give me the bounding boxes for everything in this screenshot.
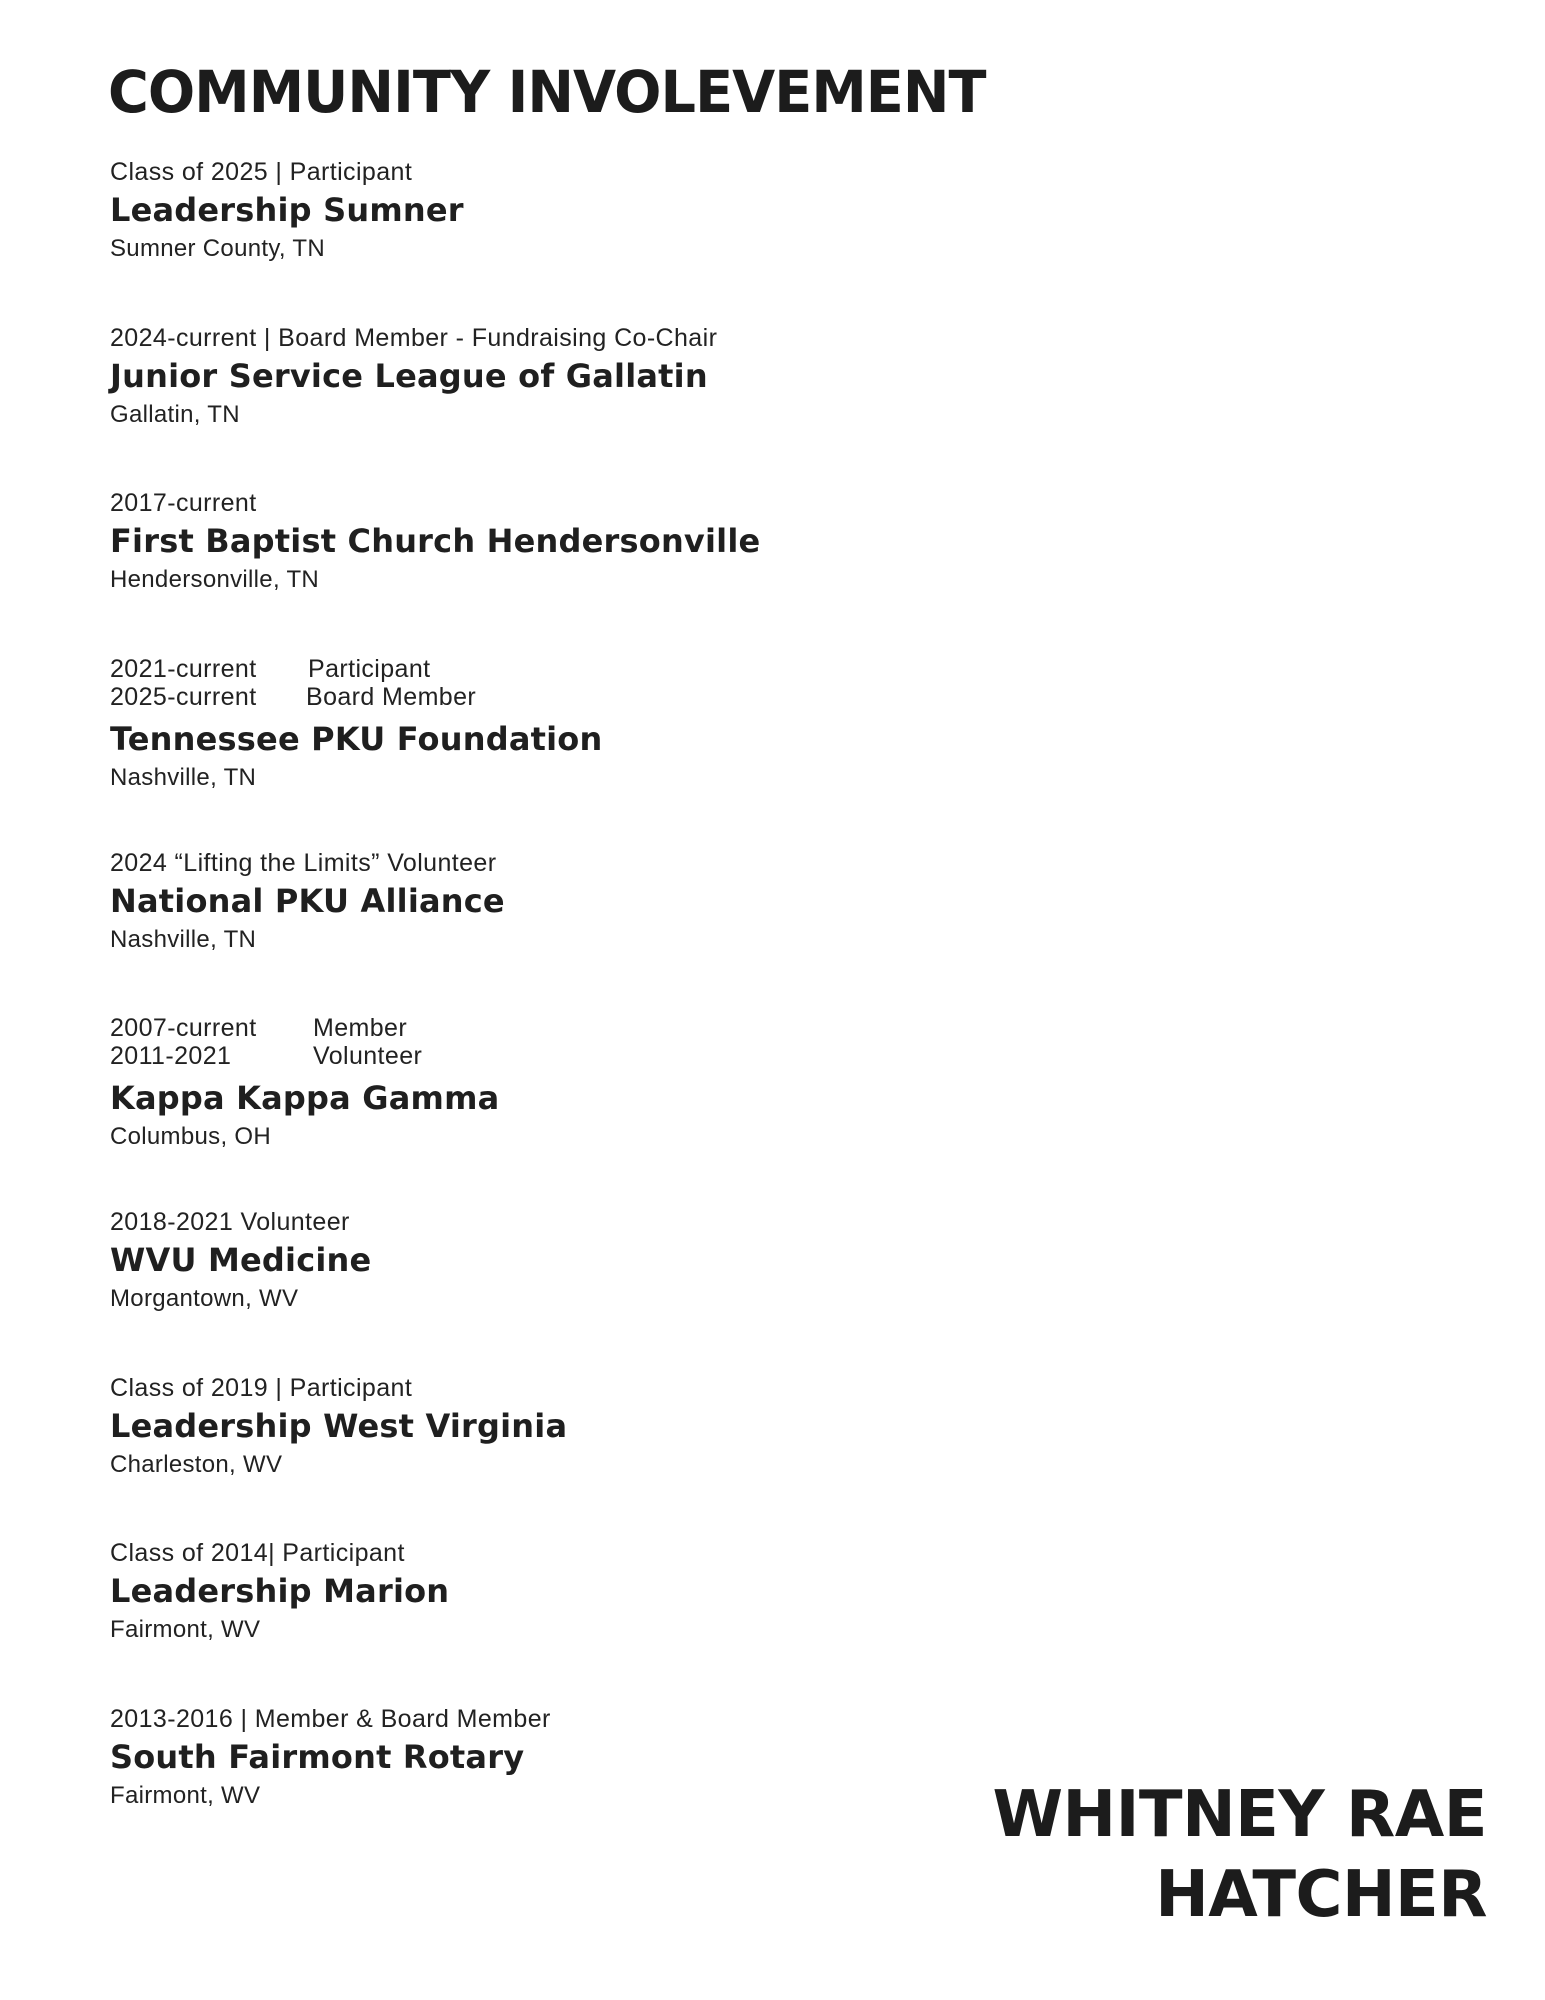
- entry-meta: Class of 2025 | Participant: [110, 158, 413, 186]
- entry-meta: 2024 “Lifting the Limits” Volunteer: [110, 848, 497, 877]
- entry-location: Fairmont, WV: [110, 1781, 261, 1809]
- entry-meta: 2013-2016 | Member & Board Member: [110, 1704, 551, 1733]
- role-title: Board Member: [306, 682, 477, 711]
- role-title: Volunteer: [313, 1042, 423, 1070]
- involvement-list: [110, 158, 1010, 1870]
- entry-organization: Junior Service League of Gallatin: [110, 356, 708, 395]
- person-name: [992, 1775, 1487, 1935]
- entry-location: Morgantown, WV: [110, 1285, 299, 1312]
- role-period: 2011-2021: [110, 1042, 232, 1070]
- involvement-entry: [110, 324, 1010, 490]
- entry-organization: Kappa Kappa Gamma: [110, 1079, 500, 1117]
- involvement-entry: [110, 489, 1010, 655]
- entry-meta: 2017-current: [110, 489, 257, 517]
- entry-location: Sumner County, TN: [110, 235, 325, 262]
- entry-organization: First Baptist Church Hendersonville: [110, 522, 761, 560]
- involvement-entry: [110, 1374, 1010, 1540]
- entry-organization: Leadership Marion: [110, 1572, 450, 1610]
- page-title: COMMUNITY INVOLEVEMENT: [108, 58, 986, 126]
- entry-location: Hendersonville, TN: [110, 566, 320, 593]
- entry-role-row: [110, 1042, 1010, 1070]
- involvement-entry: [110, 655, 1010, 849]
- entry-meta: Class of 2014| Participant: [110, 1539, 405, 1567]
- role-title: Member: [313, 1014, 408, 1042]
- role-period: 2021-current: [110, 654, 257, 683]
- name-line-first: WHITNEY RAE: [992, 1778, 1487, 1852]
- involvement-entry: [110, 1539, 1010, 1705]
- entry-location: Columbus, OH: [110, 1123, 271, 1150]
- role-title: Participant: [308, 654, 431, 683]
- name-line-last: HATCHER: [1155, 1858, 1487, 1932]
- entry-role-row: [110, 1014, 1010, 1042]
- entry-organization: Leadership Sumner: [110, 191, 464, 229]
- role-period: 2007-current: [110, 1014, 257, 1042]
- entry-organization: South Fairmont Rotary: [110, 1737, 525, 1776]
- involvement-entry: [110, 158, 1010, 324]
- entry-location: Nashville, TN: [110, 763, 257, 791]
- role-period: 2025-current: [110, 682, 257, 711]
- entry-location: Charleston, WV: [110, 1450, 283, 1478]
- entry-organization: Tennessee PKU Foundation: [110, 719, 603, 758]
- entry-meta: Class of 2019 | Participant: [110, 1373, 413, 1402]
- entry-location: Fairmont, WV: [110, 1616, 261, 1643]
- involvement-entry: [110, 1208, 1010, 1374]
- entry-meta: 2018-2021 Volunteer: [110, 1208, 350, 1236]
- involvement-entry: [110, 1014, 1010, 1208]
- entry-organization: Leadership West Virginia: [110, 1406, 568, 1445]
- entry-organization: WVU Medicine: [110, 1241, 372, 1279]
- entry-organization: National PKU Alliance: [110, 881, 505, 920]
- entry-role-row: [110, 655, 1010, 683]
- entry-location: Gallatin, TN: [110, 400, 240, 428]
- involvement-entry: [110, 1705, 1010, 1871]
- entry-location: Nashville, TN: [110, 925, 257, 953]
- entry-meta: 2024-current | Board Member - Fundraising Co-Chair: [110, 323, 718, 352]
- entry-role-row: [110, 683, 1010, 711]
- involvement-entry: [110, 849, 1010, 1015]
